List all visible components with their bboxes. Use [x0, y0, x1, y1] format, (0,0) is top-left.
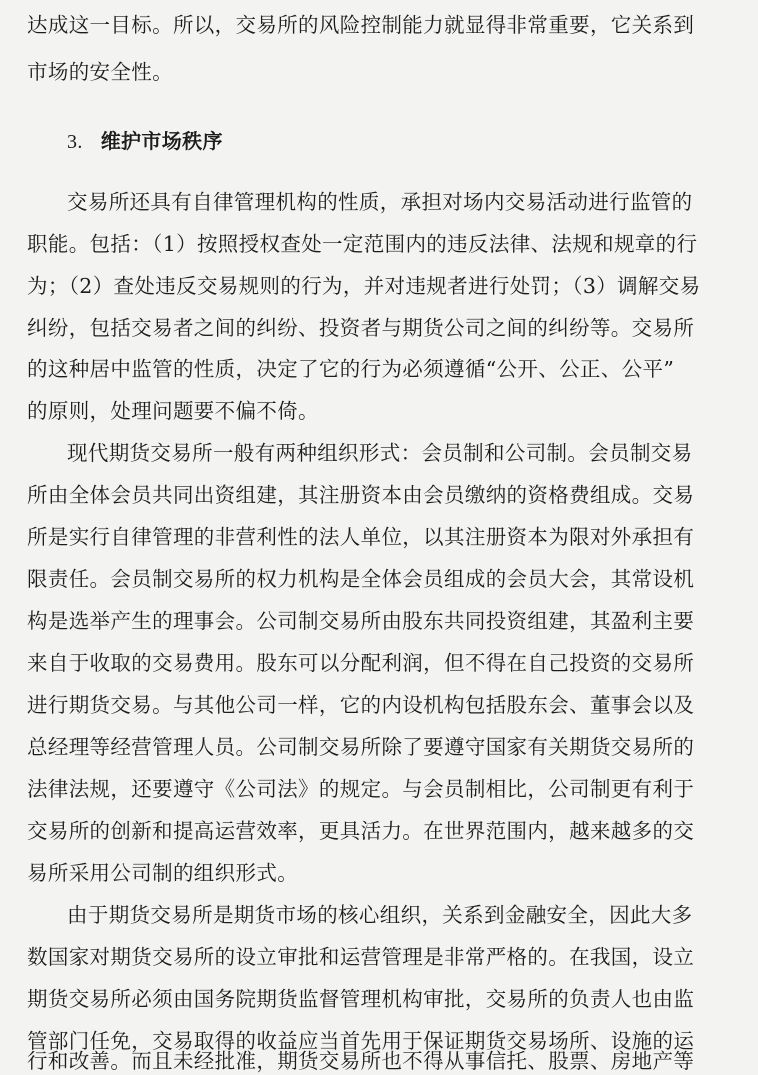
text-line: 构是选举产生的理事会。公司制交易所由股东共同投资组建，其盈利主要: [27, 609, 695, 633]
text-line: 总经理等经营管理人员。公司制交易所除了要遵守国家有关期货交易所的: [27, 735, 695, 759]
text-line: 由于期货交易所是期货市场的核心组织，关系到金融安全，因此大多: [67, 903, 693, 927]
text-line: 的这种居中监管的性质，决定了它的行为必须遵循“公开、公正、公平”: [27, 357, 675, 381]
text-line: 所是实行自律管理的非营利性的法人单位，以其注册资本为限对外承担有: [27, 525, 695, 549]
text-line: 来自于收取的交易费用。股东可以分配利润，但不得在自己投资的交易所: [27, 651, 695, 675]
section-number: 3.: [67, 131, 83, 153]
text-line: 的原则，处理问题要不偏不倚。: [27, 399, 319, 423]
text-line: 为；（2）查处违反交易规则的行为，并对违规者进行处罚；（3）调解交易: [27, 274, 701, 298]
text-line: 数国家对期货交易所的设立审批和运营管理是非常严格的。在我国，设立: [27, 945, 695, 969]
text-line: 法律法规，还要遵守《公司法》的规定。与会员制相比，公司制更有利于: [27, 777, 695, 801]
text-line: 管部门任免，交易取得的收益应当首先用于保证期货交易场所、设施的运: [27, 1029, 695, 1053]
text-line: 纠纷，包括交易者之间的纠纷、投资者与期货公司之间的纠纷等。交易所: [27, 316, 695, 340]
text-line: 交易所的创新和提高运营效率，更具活力。在世界范围内，越来越多的交: [27, 819, 695, 843]
text-line: 市场的安全性。: [27, 60, 173, 84]
text-line: 期货交易所必须由国务院期货监督管理机构审批，交易所的负责人也由监: [27, 987, 695, 1011]
text-line: 进行期货交易。与其他公司一样，它的内设机构包括股东会、董事会以及: [27, 693, 695, 717]
text-line: 限责任。会员制交易所的权力机构是全体会员组成的会员大会，其常设机: [27, 567, 695, 591]
text-line: 行和改善。而且未经批准，期货交易所也不得从事信托、股票、房地产等: [27, 1049, 695, 1073]
text-line: 现代期货交易所一般有两种组织形式：会员制和公司制。会员制交易: [67, 441, 693, 465]
text-line: 易所采用公司制的组织形式。: [27, 861, 299, 885]
text-line: 职能。包括：（1）按照授权查处一定范围内的违反法律、法规和规章的行: [27, 232, 698, 256]
text-line: 达成这一目标。所以，交易所的风险控制能力就显得非常重要，它关系到: [27, 13, 695, 37]
section-heading: [67, 127, 223, 155]
text-line: 所由全体会员共同出资组建，其注册资本由会员缴纳的资格费组成。交易: [27, 483, 695, 507]
text-line: 交易所还具有自律管理机构的性质，承担对场内交易活动进行监管的: [67, 190, 693, 214]
section-title: 维护市场秩序: [100, 129, 223, 153]
